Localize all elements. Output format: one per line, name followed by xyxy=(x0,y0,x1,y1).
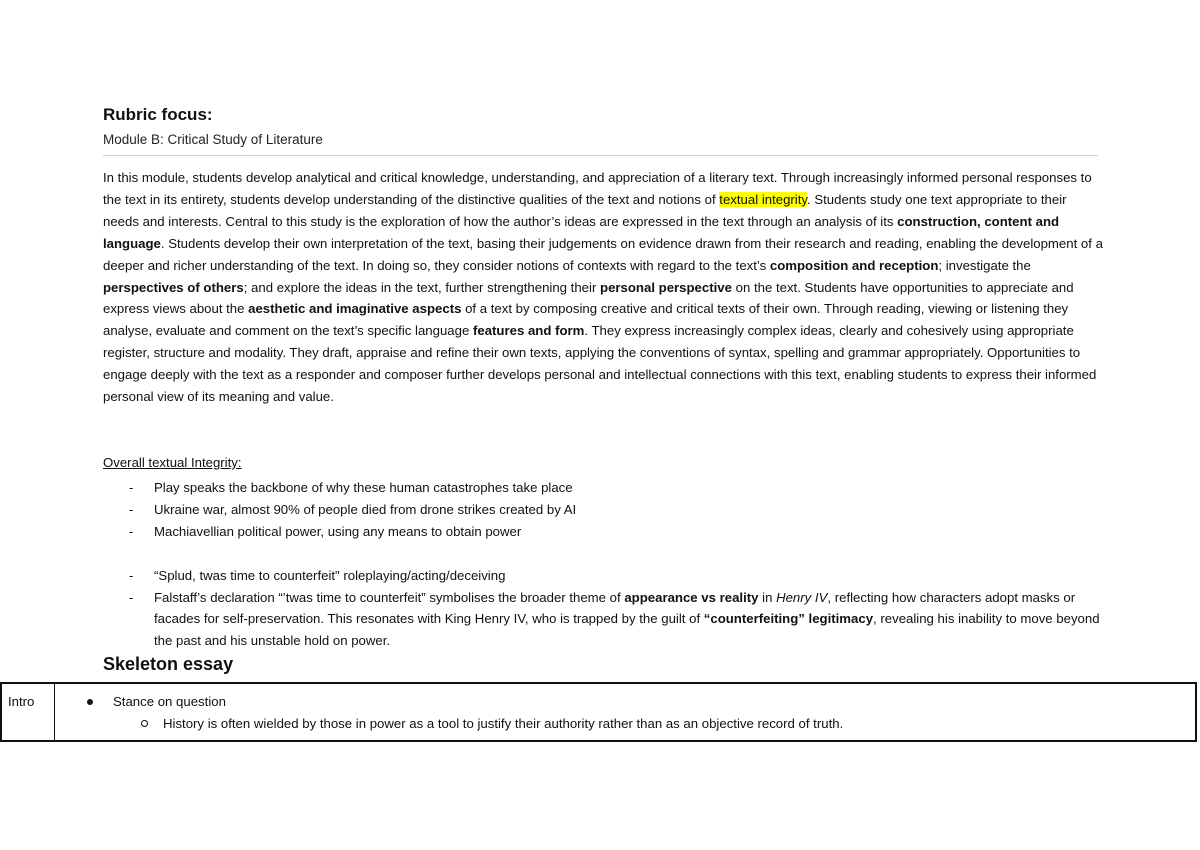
bold-term: aesthetic and imaginative aspects xyxy=(248,301,462,317)
list-item xyxy=(103,499,1103,521)
rubric-text: ; investigate the xyxy=(938,257,1031,273)
list-item-text: “Splud, twas time to counterfeit" roleplaying/acting/deceiving xyxy=(154,567,506,583)
rubric-text: ; and explore the ideas in the text, further strengthening their xyxy=(243,279,601,295)
list-item xyxy=(103,565,1103,587)
bullet-circle-icon xyxy=(141,720,148,727)
stance-sub-bullet xyxy=(141,716,843,731)
list-item xyxy=(103,587,1103,653)
list-item-text: in xyxy=(758,589,777,605)
bold-term: perspectives of others xyxy=(103,279,244,295)
bold-term: features and form xyxy=(472,323,585,339)
list-item xyxy=(103,521,1103,543)
rubric-text: In this module, students develop analytical and critical knowledge, understanding, and appreciation of a literary text. Through increasingly informed personal responses to the text in its entirety, students develop understanding of the distinctive qualities of the text and notions of xyxy=(103,170,1092,207)
bold-term: composition and reception xyxy=(769,257,939,273)
rubric-text: on the text. Students have opportunities to appreciate and express views about the xyxy=(103,279,1074,317)
dash-marker: - xyxy=(129,589,134,605)
skeleton-essay-table xyxy=(0,682,1197,742)
list-item xyxy=(103,477,1103,499)
bold-term: construction, content and language xyxy=(103,213,1060,251)
rubric-text: . They express increasingly complex ideas, clearly and cohesively using appropriate register, structure and modality. They draft, appraise and refine their own texts, applying the conventions of syntax, spelling and grammar appropriately. Opportunities to engage deeply with the text as a responder and composer further develops personal and intellectual connections with this text, enabling students to express their informed personal view of its meaning and value. xyxy=(103,323,1097,405)
integrity-list xyxy=(103,477,1103,652)
rubric-text: . Students study one text appropriate to their needs and interests. Central to this study is the exploration of how the author’s ideas are expressed in the text through an analysis of its xyxy=(103,191,1067,229)
play-title: Henry IV xyxy=(776,589,828,605)
dash-marker: - xyxy=(129,480,134,495)
rubric-focus-heading: Rubric focus: xyxy=(103,105,213,124)
intro-label-cell: Intro xyxy=(2,684,55,740)
sub-bullet-text: History is often wielded by those in power as a tool to justify their authority rather than as an objective record of truth. xyxy=(163,716,844,731)
list-item-text: Falstaff’s declaration “’twas time to counterfeit” symbolises the broader theme of xyxy=(154,589,625,605)
list-item-text: Machiavellian political power, using any means to obtain power xyxy=(154,523,522,539)
dash-marker: - xyxy=(129,523,134,539)
rubric-text: . Students develop their own interpretation of the text, basing their judgements on evidence drawn from their research and reading, enabling the development of a deeper and richer understanding of the text. In doing so, they consider notions of contexts with regard to the text’s xyxy=(103,235,1103,273)
list-item-text: Play speaks the backbone of why these human catastrophes take place xyxy=(154,480,573,495)
bold-term: personal perspective xyxy=(600,279,732,295)
highlighted-textual-integrity: textual integrity xyxy=(719,191,808,207)
intro-content-cell xyxy=(55,684,1195,740)
bold-term: appearance vs reality xyxy=(624,589,759,605)
bullet-text: Stance on question xyxy=(113,694,226,709)
list-spacer xyxy=(103,543,1103,565)
module-subtitle: Module B: Critical Study of Literature xyxy=(103,132,323,147)
skeleton-essay-heading: Skeleton essay xyxy=(103,654,234,674)
stance-bullet xyxy=(87,694,226,709)
dash-marker: - xyxy=(129,501,134,517)
bold-term: “counterfeiting” legitimacy xyxy=(703,611,874,627)
rubric-paragraph xyxy=(103,167,1103,408)
list-item-text: , reflecting how characters adopt masks or facades for self-preservation. This resonates with King Henry IV, who is trapped by the guilt of xyxy=(154,589,1076,627)
list-item-text: , revealing his inability to move beyond the past and his unstable hold on power. xyxy=(154,611,1100,649)
textual-integrity-label: Overall textual Integrity: xyxy=(103,455,242,470)
list-item-text: Ukraine war, almost 90% of people died from drone strikes created by AI xyxy=(154,501,577,517)
rubric-text: of a text by composing creative and critical texts of their own. Through reading, viewing or listening they analyse, evaluate and comment on the text’s specific language xyxy=(103,301,1069,339)
heading-divider xyxy=(103,155,1098,156)
dash-marker: - xyxy=(129,567,134,583)
bullet-dot-icon xyxy=(87,699,93,705)
